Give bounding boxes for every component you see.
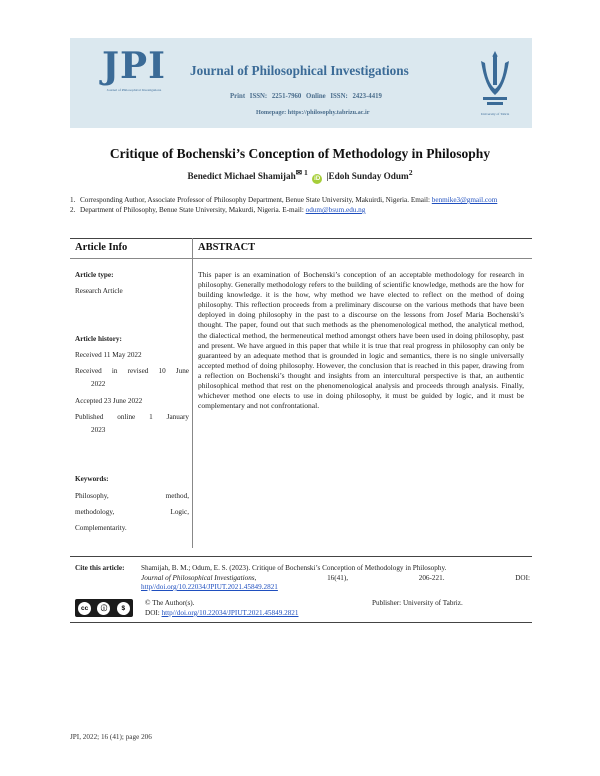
university-label: University of Tabriz (480, 112, 510, 116)
affiliation-text: Department of Philosophy, Benue State University, Makurdi, Nigeria. E-mail: (80, 206, 304, 214)
doi-line (145, 609, 298, 617)
revised-year: 2022 (91, 380, 106, 388)
affiliation-number: 1. (70, 196, 76, 204)
abstract-text: This paper is an examination of Bochenski’s conception of an acceptable methodology for research in philosophy. Generally methodology refers to the building of scientific knowledge, methods are the how for building knowledge. it is the how, why method we have elected to reflect on the method of doing philosophy. This reflection proceeds from a preliminary discourse on the various methods that have been deployed in doing philosophy in the past to a discourse on the lessons from Josef Maria Bochenski’s thought. The paper, found out that such methods as the phenomenological method, the analytical method, the dialectical method, the hermeneutical method amongst others have been used in doing philosophy, past and present. We have argued in this paper that while it is true that real progress in philosophy can only be guaranteed by an adequate method that is grounded in logic and semantics, there is no single universally accepted method of doing philosophy. However, the conclusion that is reached in this paper, drawing from a reflection on Bochenski’s thought and insights from an intercultural perspective is that, an authentic philosophical method that rest on the phenomenological analysis and proceeds through analysis. Finally, whichever method one elects to use in doing philosophy, it must be guided by logic, and it must be complementary and not confrontational. (198, 270, 524, 411)
publisher-text: Publisher: University of Tabriz. (372, 599, 463, 607)
affiliations (70, 195, 532, 215)
page-footer: JPI, 2022; 16 (41); page 206 (70, 733, 152, 741)
journal-banner (70, 38, 532, 128)
article-info-heading: Article Info (75, 242, 128, 253)
published-year: 2023 (91, 426, 106, 434)
article-type-value: Research Article (75, 287, 123, 295)
citation-volume: 16(41), (327, 573, 349, 582)
affiliation-number: 2. (70, 206, 76, 214)
divider-bottom (70, 556, 532, 557)
author-line (0, 168, 600, 184)
author-1-marks: ✉ 1 (295, 168, 308, 177)
email-link[interactable]: benmike3@gmail.com (431, 196, 498, 204)
journal-title: Journal of Philosophical Investigations (190, 63, 409, 78)
author-2-mark: 2 (408, 168, 413, 177)
orcid-icon[interactable]: iD (314, 176, 321, 183)
email-link[interactable]: odum@bsum.edu.ng (305, 206, 366, 214)
affiliation-1 (70, 195, 532, 205)
citation-journal: Journal of Philosophical Investigations, (141, 573, 257, 582)
affiliation-2 (70, 205, 532, 215)
accepted-date: Accepted 23 June 2022 (75, 397, 143, 405)
article-type-label: Article type: (75, 271, 114, 279)
abstract-heading: ABSTRACT (198, 242, 256, 253)
copyright-text: © The Author(s). (145, 599, 195, 607)
jpi-logo (94, 46, 174, 92)
jpi-logo-subtitle: Journal of Philosophical Investigations (106, 88, 162, 92)
history-label: Article history: (75, 335, 122, 343)
article-title: Critique of Bochenski’s Conception of Methodology in Philosophy (109, 146, 491, 161)
doi-label: DOI: (145, 609, 160, 617)
keywords-line-2: methodology, Logic, (75, 508, 189, 516)
citation-label: Cite this article: (75, 564, 125, 572)
received-date: Received 11 May 2022 (75, 351, 142, 359)
issn-line: Print ISSN: 2251-7960 Online ISSN: 2423-4419 (230, 93, 382, 100)
author-separator: | (326, 171, 329, 182)
affiliation-text: Corresponding Author, Associate Professor of Philosophy Department, Benue State University, Makuirdi, Nigeria. Email: (80, 196, 430, 204)
cc-by-nc-icon[interactable] (75, 599, 133, 617)
author-1: Benedict Michael Shamijah (187, 171, 296, 182)
divider-top (70, 238, 532, 239)
citation-pages: 206-221. (418, 573, 445, 582)
cc-icon: cc (78, 602, 91, 615)
divider-heading (70, 258, 532, 259)
university-emblem-icon (475, 47, 515, 109)
author-2: Edoh Sunday Odum (328, 171, 409, 182)
keywords-line-3: Complementarity. (75, 524, 127, 532)
nc-icon: $ (117, 602, 130, 615)
column-divider (192, 238, 193, 548)
citation-doi-link[interactable]: http//doi.org/10.22034/JPIUT.2021.45849.2821 (141, 583, 278, 591)
keywords-line-1: Philosophy, method, (75, 492, 189, 500)
citation-doi-label: DOI: (515, 573, 530, 582)
divider-cite-bottom (70, 622, 532, 623)
homepage-line: Homepage: https://philosophy.tabrizu.ac.ir (256, 109, 370, 116)
revised-date: Received in revised 10 June (75, 367, 189, 375)
by-icon: ⓘ (97, 602, 110, 615)
citation-text: Shamijah, B. M.; Odum, E. S. (2023). Critique of Bochenski’s Conception of Methodology in Philosophy. (141, 564, 447, 572)
citation-block (75, 564, 530, 593)
jpi-logo-letters: JPI (102, 45, 166, 87)
doi-link[interactable]: http//doi.org/10.22034/JPIUT.2021.45849.2821 (161, 609, 299, 617)
published-date: Published online 1 January (75, 413, 189, 421)
keywords-label: Keywords: (75, 475, 109, 483)
